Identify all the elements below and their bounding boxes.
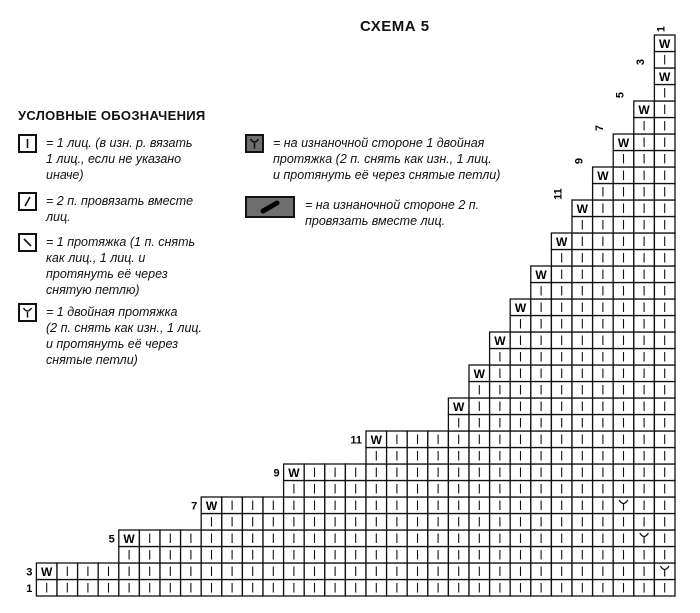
w-stitch-label: W bbox=[123, 532, 135, 546]
legend-item-text: = на изнаночной стороне 2 п. провязать вместе лиц. bbox=[305, 198, 480, 228]
w-stitch-label: W bbox=[659, 37, 671, 51]
w-stitch-label: W bbox=[494, 334, 506, 348]
w-stitch-label: W bbox=[556, 235, 568, 249]
legend-item-text: = 1 лиц. (в изн. р. вязать 1 лиц., если не указано иначе) bbox=[46, 136, 193, 182]
w-stitch-label: W bbox=[576, 202, 588, 216]
column-number-label: 9 bbox=[573, 157, 586, 165]
row-number-label: 9 bbox=[273, 467, 280, 480]
w-stitch-label: W bbox=[597, 169, 609, 183]
w-stitch-label: W bbox=[370, 433, 382, 447]
column-number-label: 1 bbox=[655, 25, 668, 33]
column-number-label: 11 bbox=[552, 188, 565, 200]
legend-item-text: = 2 п. провязать вместе лиц. bbox=[46, 194, 194, 224]
w-stitch-label: W bbox=[205, 499, 218, 513]
w-stitch-label: W bbox=[659, 70, 671, 84]
row-number-label: 3 bbox=[26, 566, 33, 579]
column-number-label: 7 bbox=[593, 124, 606, 132]
legend-item-text: = 1 двойная протяжка (2 п. снять как изн., 1 лиц. и протянуть её через снятые петли) bbox=[46, 305, 203, 367]
w-stitch-label: W bbox=[617, 136, 630, 150]
w-stitch-label: W bbox=[514, 301, 527, 315]
w-stitch-label: W bbox=[473, 367, 485, 381]
column-number-label: 3 bbox=[635, 58, 648, 66]
row-number-label: 1 bbox=[26, 583, 33, 595]
legend-heading: УСЛОВНЫЕ ОБОЗНАЧЕНИЯ bbox=[18, 108, 206, 123]
w-stitch-label: W bbox=[535, 268, 547, 282]
row-number-label: 7 bbox=[191, 500, 198, 513]
column-number-label: 5 bbox=[614, 91, 627, 99]
w-stitch-label: W bbox=[41, 565, 53, 579]
chart-title: СХЕМА 5 bbox=[360, 18, 430, 35]
w-stitch-label: W bbox=[288, 466, 300, 480]
legend-item-text: = 1 протяжка (1 п. снять как лиц., 1 лиц. и протянуть её через снятую петлю) bbox=[46, 235, 196, 297]
row-number-label: 5 bbox=[108, 533, 115, 546]
row-number-label: 11 bbox=[350, 434, 362, 447]
w-stitch-label: W bbox=[638, 103, 650, 117]
w-stitch-label: W bbox=[453, 400, 465, 414]
legend-item-text: = на изнаночной стороне 1 двойная протяжка (2 п. снять как изн., 1 лиц. и протянуть её через снятые петли) bbox=[273, 136, 501, 182]
